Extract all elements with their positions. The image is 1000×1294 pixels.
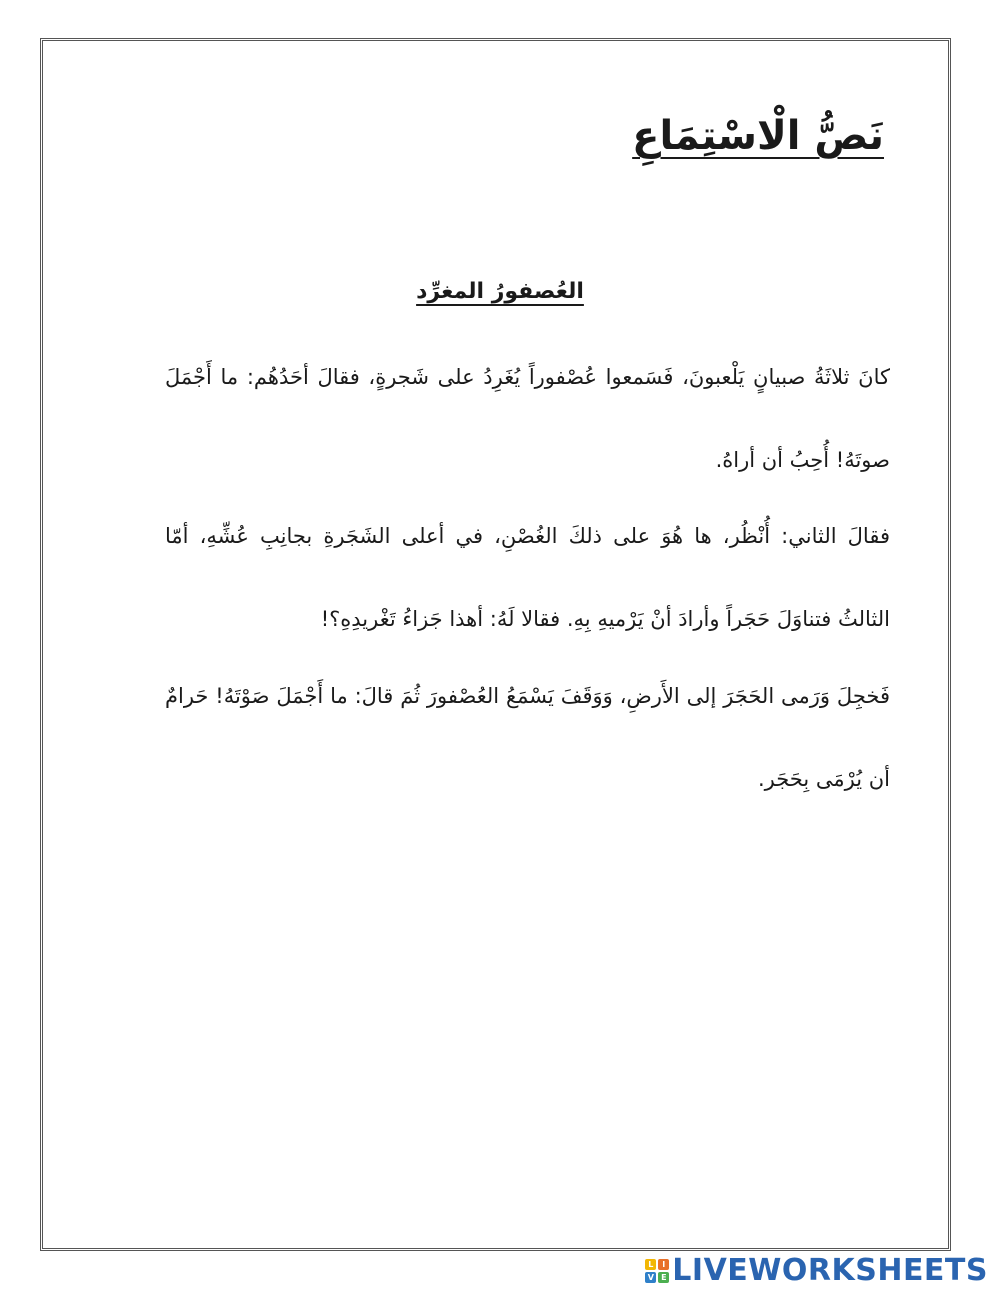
story-title: العُصفورُ المغرِّد: [416, 279, 584, 304]
logo-tile: L: [645, 1259, 656, 1270]
logo-tile: E: [658, 1272, 669, 1283]
logo-tiles-icon: [645, 1259, 669, 1283]
story-paragraph-2: فقالَ الثاني: أُنْظُر، ها هُوَ على ذلكَ الغُصْنِ، في أعلى الشَجَرةِ بجانِبِ عُشِّهِ، أمّا الثالثُ فتناوَلَ حَجَراً وأرادَ أنْ يَرْميهِ بِهِ. فقالا لَهُ: أهذا جَزاءُ تَغْريدِهِ؟!: [165, 524, 890, 631]
logo-text: LIVEWORKSHEETS: [672, 1253, 988, 1288]
liveworksheets-logo: [645, 1253, 988, 1288]
page-title: نَصُّ الْاسْتِمَاعِ: [632, 113, 884, 159]
logo-tile: I: [658, 1259, 669, 1270]
story-paragraph-3: فَخجِلَ وَرَمى الحَجَرَ إلى الأَرضِ، وَوَقَفَ يَسْمَعُ العُصْفورَ ثُمَ قالَ: ما أَجْمَلَ صَوْتَهُ! حَرامٌ أن يُرْمَى بِحَجَر.: [165, 684, 890, 791]
story-paragraph-1: كانَ ثلاثَةُ صبيانٍ يَلْعبونَ، فَسَمعوا عُصْفوراً يُغَرِدُ على شَجرةٍ، فقالَ أحَدُهُم: ما أَجْمَلَ صوتَهُ! أُحِبُ أن أراهُ.: [165, 365, 890, 472]
logo-tile: V: [645, 1272, 656, 1283]
